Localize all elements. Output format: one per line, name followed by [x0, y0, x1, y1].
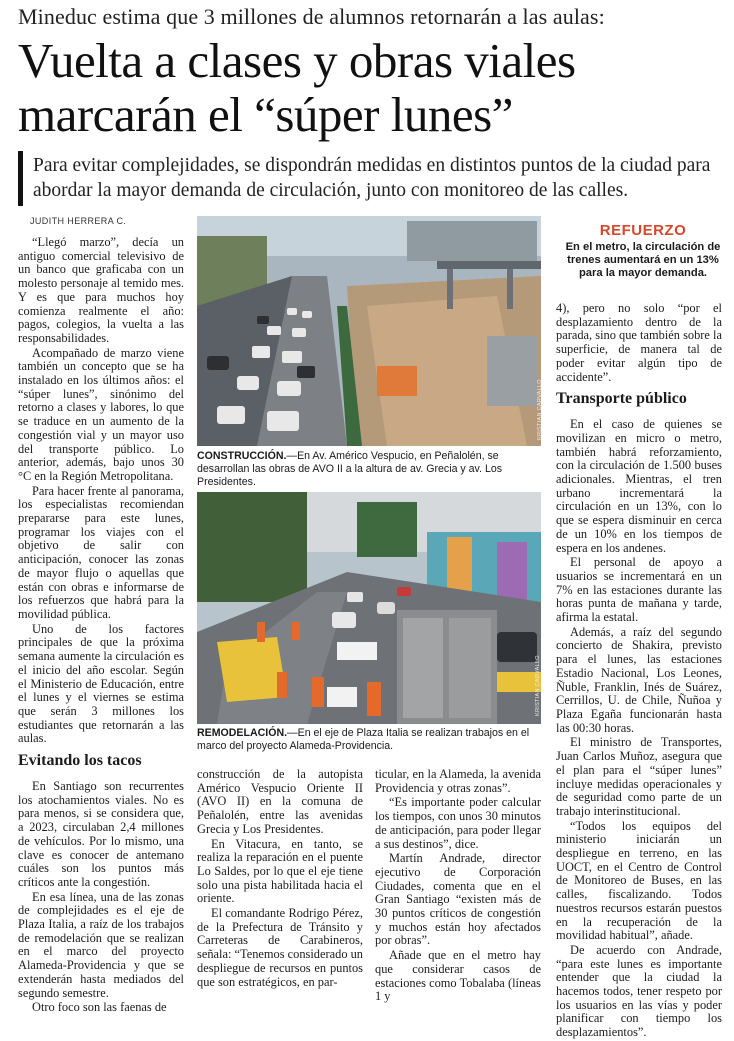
section-heading-transporte: Transporte público — [556, 390, 687, 408]
kicker: Mineduc estima que 3 millones de alumnos retornarán a las aulas: — [18, 4, 605, 29]
headline — [18, 34, 718, 142]
caption-text: —En el eje de Plaza Italia se realizan trabajos en el marco del proyecto Alameda-Providencia. — [197, 727, 530, 752]
paragraph: En esa línea, una de las zonas de complejidades es el eje de Plaza Italia, a raíz de los trabajos de remodelación que se realizan en el marco del proyecto Alameda-Providencia y que se extenderán hasta mediados del segundo semestre. — [18, 889, 184, 1000]
refuerzo-text: En el metro, la circulación de trenes aumentará en un 13% para la mayor demanda. — [565, 241, 721, 279]
paragraph: “Es importante poder calcular los tiempos, con unos 30 minutos de anticipación, para poder llegar a sus destinos”, dice. — [375, 795, 541, 851]
paragraph: El ministro de Transportes, Juan Carlos Muñoz, asegura que el plan para el “súper lunes” incluye medidas operacionales y de seguridad como parte de un trabajo interinstitucional. — [556, 735, 722, 818]
byline: JUDITH HERRERA C. — [30, 216, 127, 226]
paragraph: “Llegó marzo”, decía un antiguo comercial televisivo de un banco que graficaba con un molesto personaje al temido mes. Y es que para muchos hoy comienza realmente el año: pagos, colegios, la vuelta a las responsabilidades. — [18, 235, 184, 345]
caption-label: REMODELACIÓN. — [197, 727, 288, 739]
photo-credit-top: KRISTIAN CARVALLO — [537, 379, 543, 440]
paragraph: El comandante Rodrigo Pérez, de la Prefectura de Tránsito y Carreteras de Carabineros, señala: “Tenemos considerado un despliegue de recursos en puntos que son estratégicos, en par- — [197, 906, 364, 989]
photo-construction — [197, 216, 541, 446]
column-1 — [18, 236, 184, 1016]
refuerzo-title: REFUERZO — [599, 222, 687, 239]
deck: Para evitar complejidades, se dispondrán medidas en distintos puntos de la ciudad para abordar la mayor demanda de circulación, junto con monitoreo de las calles. — [33, 155, 711, 201]
paragraph: Añade que en el metro hay que considerar casos de estaciones como Tobalaba (líneas 1 y — [375, 948, 541, 1004]
caption-text: —En Av. Américo Vespucio, en Peñalolén, se desarrollan las obras de AVO II a la altura de av. Grecia y av. Los Presidentes. — [197, 450, 503, 488]
caption-remodeling — [197, 727, 541, 753]
photo-remodeling — [197, 492, 541, 724]
paragraph: Otro foco son las faenas de — [32, 1000, 167, 1015]
column-2 — [197, 768, 363, 990]
paragraph: En Vitacura, en tanto, se realiza la reparación en el puente Lo Saldes, por lo que el eje tiene solo una pista habilitada hacia el oriente. — [197, 836, 363, 906]
section-heading-tacos: Evitando los tacos — [18, 752, 142, 770]
paragraph: 4), pero no solo “por el desplazamiento dentro de la parada, sino que también sobre la superficie, de manera tal de poder evitar algún tipo de accidente”. — [556, 301, 722, 384]
paragraph: De acuerdo con Andrade, “para este lunes es importante entender que la ciudad la hacemos todos, tener respeto por los usuarios en las vías y poder planificar con tiempo los desplazamientos”. — [556, 942, 722, 1040]
remodeling-photo-image — [197, 492, 541, 724]
paragraph: “Todos los equipos del ministerio iniciarán un despliegue en terreno, en las UOCT, en el Centro de Control de Monitoreo de Buses, en las calles, fiscalizando. Todos nuestros recursos estarán puestos en la recuperación de la movilidad habitual”, añade. — [556, 818, 722, 943]
paragraph: ticular, en la Alameda, la avenida Providencia y otras zonas”. — [375, 767, 541, 795]
headline-line-1: Vuelta a clases y obras viales — [18, 33, 576, 88]
paragraph: Además, a raíz del segundo concierto de Shakira, previsto para el lunes, las estaciones Estadio Nacional, Los Leones, Ñuble, Franklin, Inés de Suárez, Cerrillos, U. de Chile, Ñuñoa y Plaza Egaña funcionarán hasta las 00:30 horas. — [556, 624, 722, 735]
construction-photo-image — [197, 216, 541, 446]
caption-label: CONSTRUCCIÓN. — [197, 450, 287, 462]
paragraph: construcción de la autopista Américo Vespucio Oriente II (AVO II) en la comuna de Peñalolén, entre las avenidas Grecia y Los Presidentes. — [197, 767, 363, 836]
column-3 — [375, 768, 541, 1005]
paragraph: Acompañado de marzo viene también un concepto que se ha instalado en los últimos años: el “súper lunes”, sinónimo del retorno a clases y labores, lo que se traduce en un aumento de la congestión vial y un mayor uso del transporte público. Lo anterior, además, bajo unos 30 °C en la Región Metropolitana. — [18, 345, 184, 483]
paragraph: Uno de los factores principales de que la próxima semana aumente la circulación es el inicio del año escolar. Según el Ministerio de Educación, entre el lunes y el viernes se estima que serán 3 millones los estudiantes que retornarán a las aulas. — [18, 621, 184, 746]
headline-line-2: marcarán el “súper lunes” — [18, 87, 513, 142]
paragraph: Martín Andrade, director ejecutivo de Corporación Ciudades, comenta que en el Gran Santiago “existen más de 30 puntos críticos de congestión y muchos están hoy afectados por obras”. — [375, 851, 541, 948]
deck-rule — [18, 151, 23, 206]
column-4 — [556, 302, 722, 1041]
caption-construction — [197, 450, 541, 489]
paragraph: En el caso de quienes se movilizan en micro o metro, también habrá reforzamiento, con la circulación de 1.500 buses adicionales. Mientras, el tren urbano incrementará la circulación en un 13%, con lo que se espera disminuir en cerca de un 10% en los tiempos de espera en los andenes. — [556, 417, 722, 555]
paragraph: El personal de apoyo a usuarios se incrementará en un 7% en las estaciones durante las horas punta de mañana y tarde, afirma la estatal. — [556, 555, 722, 625]
paragraph: En Santiago son recurrentes los atochamientos viales. No es para menos, si se considera que, a 2023, circulaban 2,4 millones de vehículos. Por lo mismo, una clave es conocer de antemano cuáles son los puntos más críticos ante la congestión. — [18, 779, 184, 889]
photo-credit-bottom: KRISTIAN CARVALLO — [535, 655, 541, 716]
paragraph: Para hacer frente al panorama, los especialistas recomiendan prepararse para este lunes, programar los viajes con el objetivo de salir con anticipación, conocer las zonas de mayor flujo o aquellas que están con obras e informarse de los refuerzos que habrá para la movilidad pública. — [18, 483, 184, 621]
